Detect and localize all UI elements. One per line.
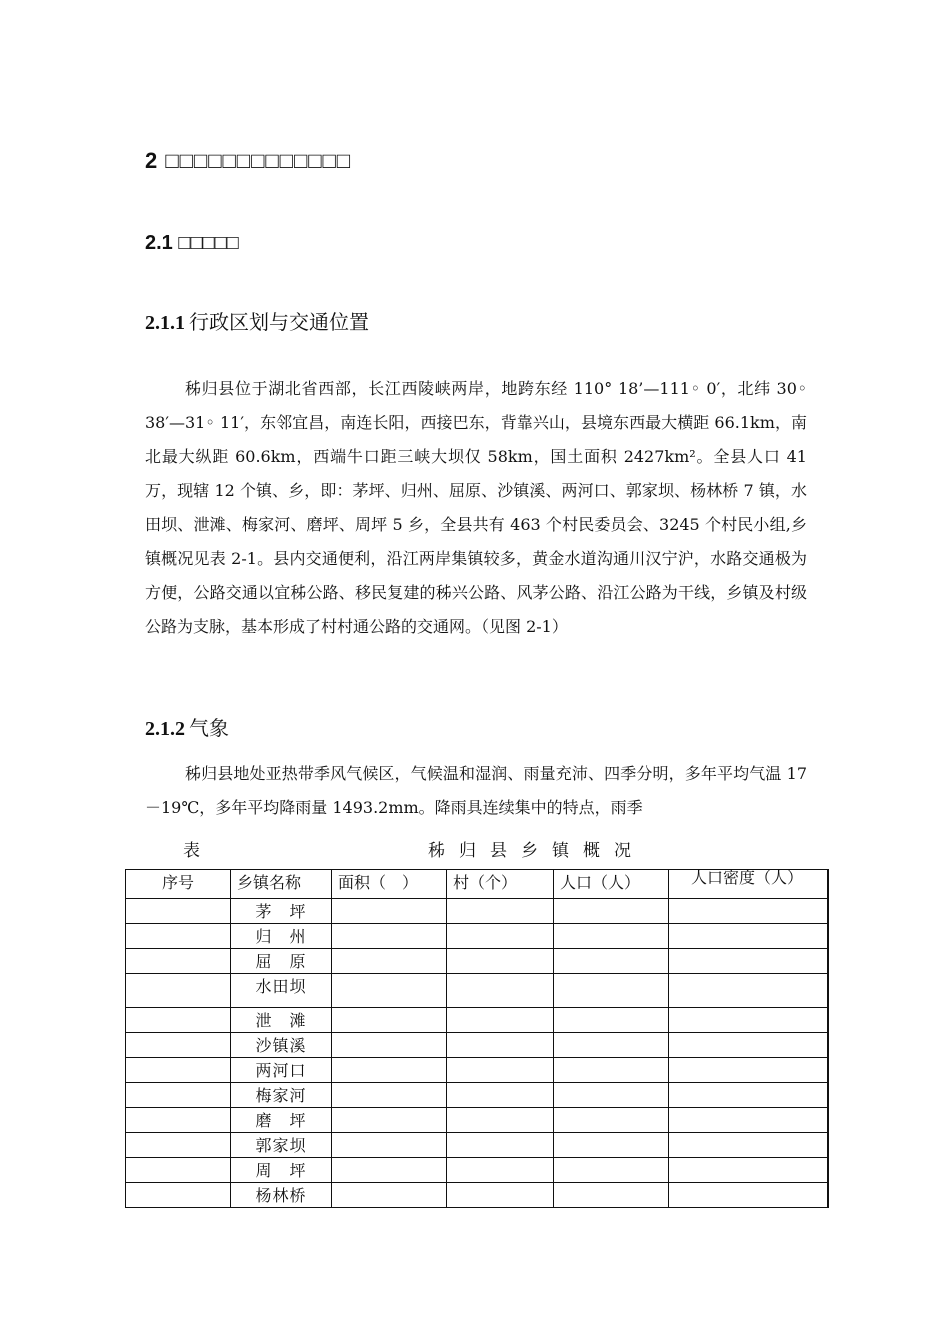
empty-cell — [332, 1083, 447, 1108]
empty-cell — [126, 974, 231, 1008]
subsection-heading-climate — [145, 712, 229, 741]
empty-cell — [447, 974, 554, 1008]
table-row — [126, 1008, 828, 1033]
empty-cell — [332, 1058, 447, 1083]
table-row — [126, 1033, 828, 1058]
empty-cell — [554, 1108, 669, 1133]
table-header-row — [126, 870, 828, 899]
town-name-cell: 磨 坪 — [231, 1108, 332, 1133]
table-row — [126, 899, 828, 924]
empty-cell — [332, 1033, 447, 1058]
empty-cell — [126, 924, 231, 949]
empty-cell — [447, 1083, 554, 1108]
town-name-cell: 茅 坪 — [231, 899, 332, 924]
empty-cell — [126, 949, 231, 974]
empty-cell — [447, 899, 554, 924]
table-caption-prefix: 表 — [183, 841, 200, 861]
town-name-cell: 梅家河 — [231, 1083, 332, 1108]
empty-cell — [669, 1158, 828, 1183]
subsection-number: 2.1.1 — [145, 312, 185, 334]
paragraph-climate: 秭归县地处亚热带季风气候区，气候温和湿润、雨量充沛、四季分明，多年平均气温 17－19℃，多年平均降雨量 1493.2mm。降雨具连续集中的特点，雨季 — [145, 764, 807, 817]
header-population: 人口（人） — [554, 870, 669, 899]
empty-cell — [669, 1008, 828, 1033]
paragraph-admin: 秭归县位于湖北省西部，长江西陵峡两岸，地跨东经 110° 18’—111◦ 0′，北纬 30◦ 38′—31◦ 11′，东邻宜昌，南连长阳，西接巴东，背靠兴山，县境东西最大横距 66.1km，南北最大纵距 60.6km，西端牛口距三峡大坝仅 58km，国土面积 2427km²。全县人口 41 万，现辖 12 个镇、乡，即：茅坪、归州、屈原、沙镇溪、两河口、郭家坝、杨林桥 7 镇，水田坝、泄滩、梅家河、磨坪、周坪 5 乡，全县共有 463 个村民委员会、3245 个村民小组,乡镇概况见表 2-1。县内交通便利，沿江两岸集镇较多，黄金水道沟通川汉宁沪，水路交通极为方便，公路交通以宜秭公路、移民复建的秭兴公路、风茅公路、沿江公路为干线，乡镇及村级公路为支脉，基本形成了村村通公路的交通网。（见图 2-1） — [145, 379, 807, 636]
empty-cell — [447, 949, 554, 974]
empty-cell — [126, 899, 231, 924]
header-area: 面积（ ） — [332, 870, 447, 899]
town-name-cell: 水田坝 — [231, 974, 332, 1008]
table-caption-title: 秭归县乡镇概况 — [428, 841, 645, 861]
empty-cell — [447, 1133, 554, 1158]
town-name-cell: 沙镇溪 — [231, 1033, 332, 1058]
empty-cell — [126, 1158, 231, 1183]
empty-cell — [669, 899, 828, 924]
town-name-cell: 归 州 — [231, 924, 332, 949]
chapter-title: 2 □□□□□□□□□□□□□ — [145, 148, 352, 173]
town-name-cell: 泄 滩 — [231, 1008, 332, 1033]
empty-cell — [332, 1158, 447, 1183]
section-title: 2.1 □□□□□ — [145, 232, 239, 254]
subsection-title: 行政区划与交通位置 — [189, 310, 369, 334]
empty-cell — [554, 974, 669, 1008]
empty-cell — [332, 1008, 447, 1033]
empty-cell — [126, 1083, 231, 1108]
empty-cell — [554, 1083, 669, 1108]
empty-cell — [554, 924, 669, 949]
town-name-cell: 两河口 — [231, 1058, 332, 1083]
town-name-cell: 杨林桥 — [231, 1183, 332, 1208]
header-town-name: 乡镇名称 — [231, 870, 332, 899]
town-name-cell: 郭家坝 — [231, 1133, 332, 1158]
empty-cell — [447, 1008, 554, 1033]
town-name-cell: 周 坪 — [231, 1158, 332, 1183]
empty-cell — [126, 1058, 231, 1083]
empty-cell — [554, 1008, 669, 1033]
subsection-number: 2.1.2 — [145, 718, 185, 740]
empty-cell — [669, 1058, 828, 1083]
empty-cell — [447, 1183, 554, 1208]
empty-cell — [669, 1133, 828, 1158]
empty-cell — [669, 1083, 828, 1108]
empty-cell — [669, 924, 828, 949]
towns-table — [125, 869, 829, 1208]
empty-cell — [126, 1008, 231, 1033]
table-row — [126, 1133, 828, 1158]
table-row — [126, 924, 828, 949]
empty-cell — [554, 1133, 669, 1158]
empty-cell — [447, 1108, 554, 1133]
empty-cell — [669, 949, 828, 974]
empty-cell — [447, 1033, 554, 1058]
empty-cell — [669, 1108, 828, 1133]
empty-cell — [126, 1108, 231, 1133]
table-row — [126, 1158, 828, 1183]
header-density: 人口密度（人） — [669, 870, 828, 899]
table-row — [126, 974, 828, 1008]
empty-cell — [669, 1033, 828, 1058]
empty-cell — [126, 1133, 231, 1158]
empty-cell — [332, 899, 447, 924]
empty-cell — [554, 899, 669, 924]
empty-cell — [126, 1183, 231, 1208]
empty-cell — [554, 1183, 669, 1208]
empty-cell — [554, 1158, 669, 1183]
table-row — [126, 1058, 828, 1083]
header-villages: 村（个） — [447, 870, 554, 899]
empty-cell — [447, 1158, 554, 1183]
empty-cell — [669, 974, 828, 1008]
empty-cell — [332, 1133, 447, 1158]
empty-cell — [332, 924, 447, 949]
table-row — [126, 949, 828, 974]
empty-cell — [554, 949, 669, 974]
table-row — [126, 1183, 828, 1208]
empty-cell — [332, 949, 447, 974]
town-name-cell: 屈 原 — [231, 949, 332, 974]
subsection-heading-admin — [145, 306, 369, 335]
header-index: 序号 — [126, 870, 231, 899]
table-row — [126, 1108, 828, 1133]
empty-cell — [447, 924, 554, 949]
empty-cell — [332, 1108, 447, 1133]
empty-cell — [669, 1183, 828, 1208]
subsection-title: 气象 — [189, 716, 229, 740]
table-row — [126, 1083, 828, 1108]
empty-cell — [554, 1058, 669, 1083]
empty-cell — [332, 974, 447, 1008]
empty-cell — [332, 1183, 447, 1208]
empty-cell — [126, 1033, 231, 1058]
empty-cell — [447, 1058, 554, 1083]
empty-cell — [554, 1033, 669, 1058]
